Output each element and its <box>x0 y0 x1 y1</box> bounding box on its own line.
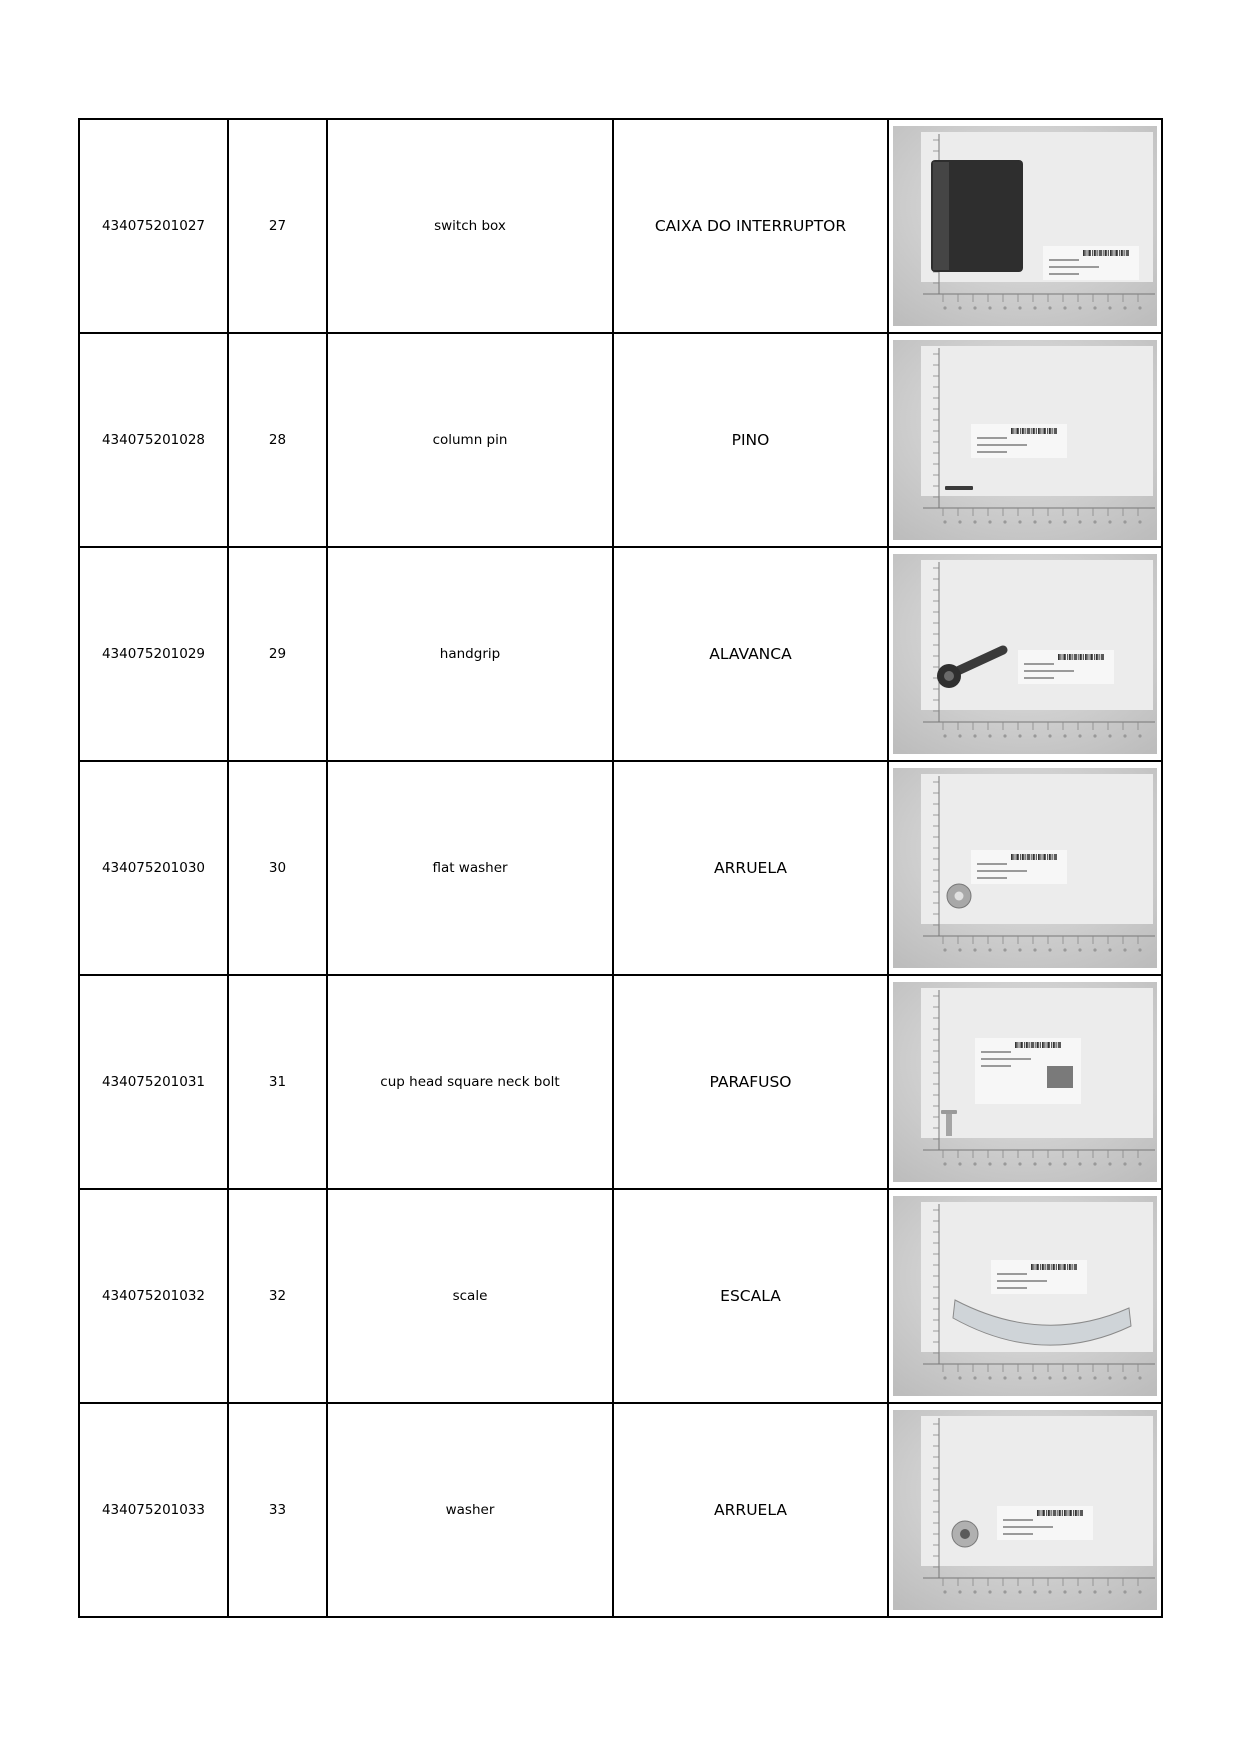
part-position: 28 <box>228 333 327 547</box>
part-position: 29 <box>228 547 327 761</box>
part-name-pt: ARRUELA <box>613 1403 888 1617</box>
part-name-en: scale <box>327 1189 613 1403</box>
part-photo-cell <box>888 547 1162 761</box>
part-photo-cell <box>888 1189 1162 1403</box>
part-code: 434075201031 <box>79 975 228 1189</box>
handgrip-photo <box>893 554 1157 754</box>
part-name-pt: ARRUELA <box>613 761 888 975</box>
table-row <box>79 333 1162 547</box>
parts-table-body <box>79 119 1162 1617</box>
bolt-photo <box>893 982 1157 1182</box>
table-row <box>79 119 1162 333</box>
table-row <box>79 761 1162 975</box>
part-position: 30 <box>228 761 327 975</box>
part-position: 31 <box>228 975 327 1189</box>
washer-photo <box>893 1410 1157 1610</box>
scale-photo <box>893 1196 1157 1396</box>
part-code: 434075201032 <box>79 1189 228 1403</box>
part-name-en: washer <box>327 1403 613 1617</box>
part-name-en: flat washer <box>327 761 613 975</box>
table-row <box>79 975 1162 1189</box>
part-name-pt: PINO <box>613 333 888 547</box>
part-name-en: handgrip <box>327 547 613 761</box>
part-position: 32 <box>228 1189 327 1403</box>
part-photo-cell <box>888 1403 1162 1617</box>
column-pin-photo <box>893 340 1157 540</box>
part-photo-cell <box>888 333 1162 547</box>
part-code: 434075201029 <box>79 547 228 761</box>
part-name-pt: ALAVANCA <box>613 547 888 761</box>
part-name-pt: PARAFUSO <box>613 975 888 1189</box>
part-code: 434075201028 <box>79 333 228 547</box>
part-position: 33 <box>228 1403 327 1617</box>
part-code: 434075201027 <box>79 119 228 333</box>
part-photo-cell <box>888 119 1162 333</box>
part-code: 434075201030 <box>79 761 228 975</box>
table-row <box>79 1403 1162 1617</box>
part-code: 434075201033 <box>79 1403 228 1617</box>
part-name-en: column pin <box>327 333 613 547</box>
table-row <box>79 1189 1162 1403</box>
flat-washer-photo <box>893 768 1157 968</box>
part-name-en: switch box <box>327 119 613 333</box>
part-position: 27 <box>228 119 327 333</box>
part-name-pt: CAIXA DO INTERRUPTOR <box>613 119 888 333</box>
parts-table <box>78 118 1163 1618</box>
part-name-en: cup head square neck bolt <box>327 975 613 1189</box>
part-name-pt: ESCALA <box>613 1189 888 1403</box>
table-row <box>79 547 1162 761</box>
part-photo-cell <box>888 975 1162 1189</box>
switch-box-photo <box>893 126 1157 326</box>
part-photo-cell <box>888 761 1162 975</box>
